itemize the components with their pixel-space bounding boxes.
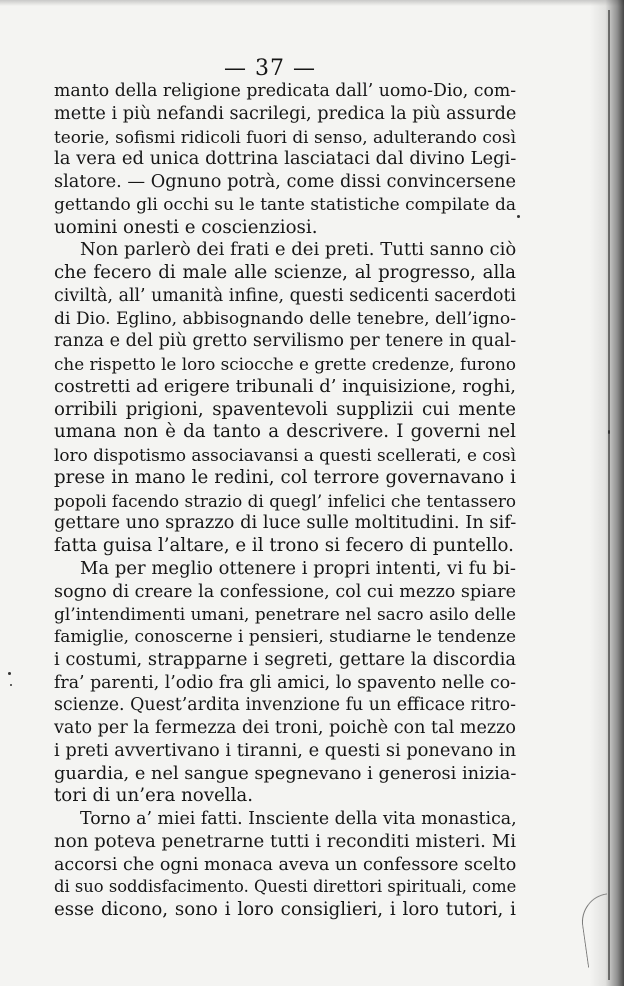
text-line: mette i più nefandi sacrilegi, predica la più assurde	[54, 103, 517, 124]
text-line: di suo soddisfacimento. Questi direttori spirituali, come	[54, 877, 517, 897]
text-line: famiglie, conoscerne i pensieri, studiarne le tendenze	[54, 627, 517, 647]
page-binding-shadow	[590, 0, 624, 986]
text-line: di Dio. Eglino, abbisognando delle tenebre, dell’igno-	[54, 308, 516, 329]
text-line: civiltà, all’ umanità infine, questi sedicenti sacerdoti	[54, 285, 516, 306]
text-line: sogno di creare la confessione, col cui mezzo spiare	[54, 581, 516, 602]
text-line: guardia, e nel sangue spegnevano i generosi inizia-	[54, 763, 517, 784]
text-line: i costumi, strapparne i segreti, gettare la discordia	[54, 648, 517, 670]
text-line: tori di un’era novella.	[54, 785, 254, 807]
text-line: scienze. Quest’ardita invenzione fu un efficace ritro-	[54, 695, 516, 716]
text-line: ranza e del più gretto servilismo per tenere in qual-	[54, 331, 517, 352]
ink-speck	[10, 684, 12, 686]
text-line: prese in mano le redini, col terrore governavano i	[54, 466, 516, 488]
text-line: gettando gli occhi su le tante statistiche compilate da	[54, 194, 516, 215]
text-line: che fecero di male alle scienze, al progresso, alla	[54, 262, 516, 283]
text-line: manto della religione predicata dall’ uomo-Dio, com-	[54, 81, 517, 101]
text-line: gettare uno sprazzo di luce sulle moltitudini. In sif-	[54, 512, 517, 534]
text-line: slatore. — Ognuno potrà, come dissi convincersene	[54, 172, 516, 192]
body-text	[54, 80, 516, 922]
text-line: accorsi che ogni monaca aveva un confessore scelto	[54, 854, 517, 875]
text-line: costretti ad erigere tribunali d’ inquisizione, roghi,	[54, 375, 516, 397]
text-line: Torno a’ miei fatti. Insciente della vita monastica,	[80, 809, 517, 829]
text-line: Ma per meglio ottenere i propri intenti, vi fu bi-	[80, 557, 516, 579]
text-line: uomini onesti e coscienziosi.	[54, 216, 318, 238]
text-line: loro dispotismo associavansi a questi scellerati, e così	[54, 445, 516, 465]
text-line: vato per la fermezza dei troni, poichè con tal mezzo	[54, 718, 516, 738]
text-line: fatta guisa l’altare, e il trono si fecero di puntello.	[54, 535, 514, 556]
text-line: che rispetto le loro sciocche e grette credenze, furono	[54, 354, 516, 374]
text-line: teorie, sofismi ridicoli fuori di senso, adulterando così	[54, 126, 516, 147]
ink-speck	[517, 215, 520, 218]
page-top-edge	[0, 0, 624, 6]
page-edge-line	[608, 10, 610, 980]
text-line: non poteva penetrarne tutti i reconditi misteri. Mi	[54, 830, 517, 852]
ink-speck	[8, 672, 11, 675]
page-number: — 37 —	[224, 56, 316, 81]
text-line: i preti avvertivano i tiranni, e questi si ponevano in	[54, 739, 517, 761]
text-line: fra’ parenti, l’odio fra gli amici, lo spavento nelle co-	[54, 672, 516, 693]
text-line: Non parlerò dei frati e dei preti. Tutti sanno ciò	[80, 239, 517, 261]
text-line: esse dicono, sono i loro consiglieri, i loro tutori, i	[54, 899, 516, 920]
text-line: la vera ed unica dottrina lasciataci dal divino Legi-	[54, 148, 517, 170]
text-line: umana non è da tanto a descrivere. I governi nel	[54, 421, 516, 443]
text-line: gl’intendimenti umani, penetrare nel sacro asilo delle	[54, 604, 516, 625]
text-line: orribili prigioni, spaventevoli supplizii cui mente	[54, 398, 516, 420]
ink-speck	[608, 430, 610, 434]
text-line: popoli facendo strazio di quegl’ infelici che tentassero	[54, 490, 516, 511]
